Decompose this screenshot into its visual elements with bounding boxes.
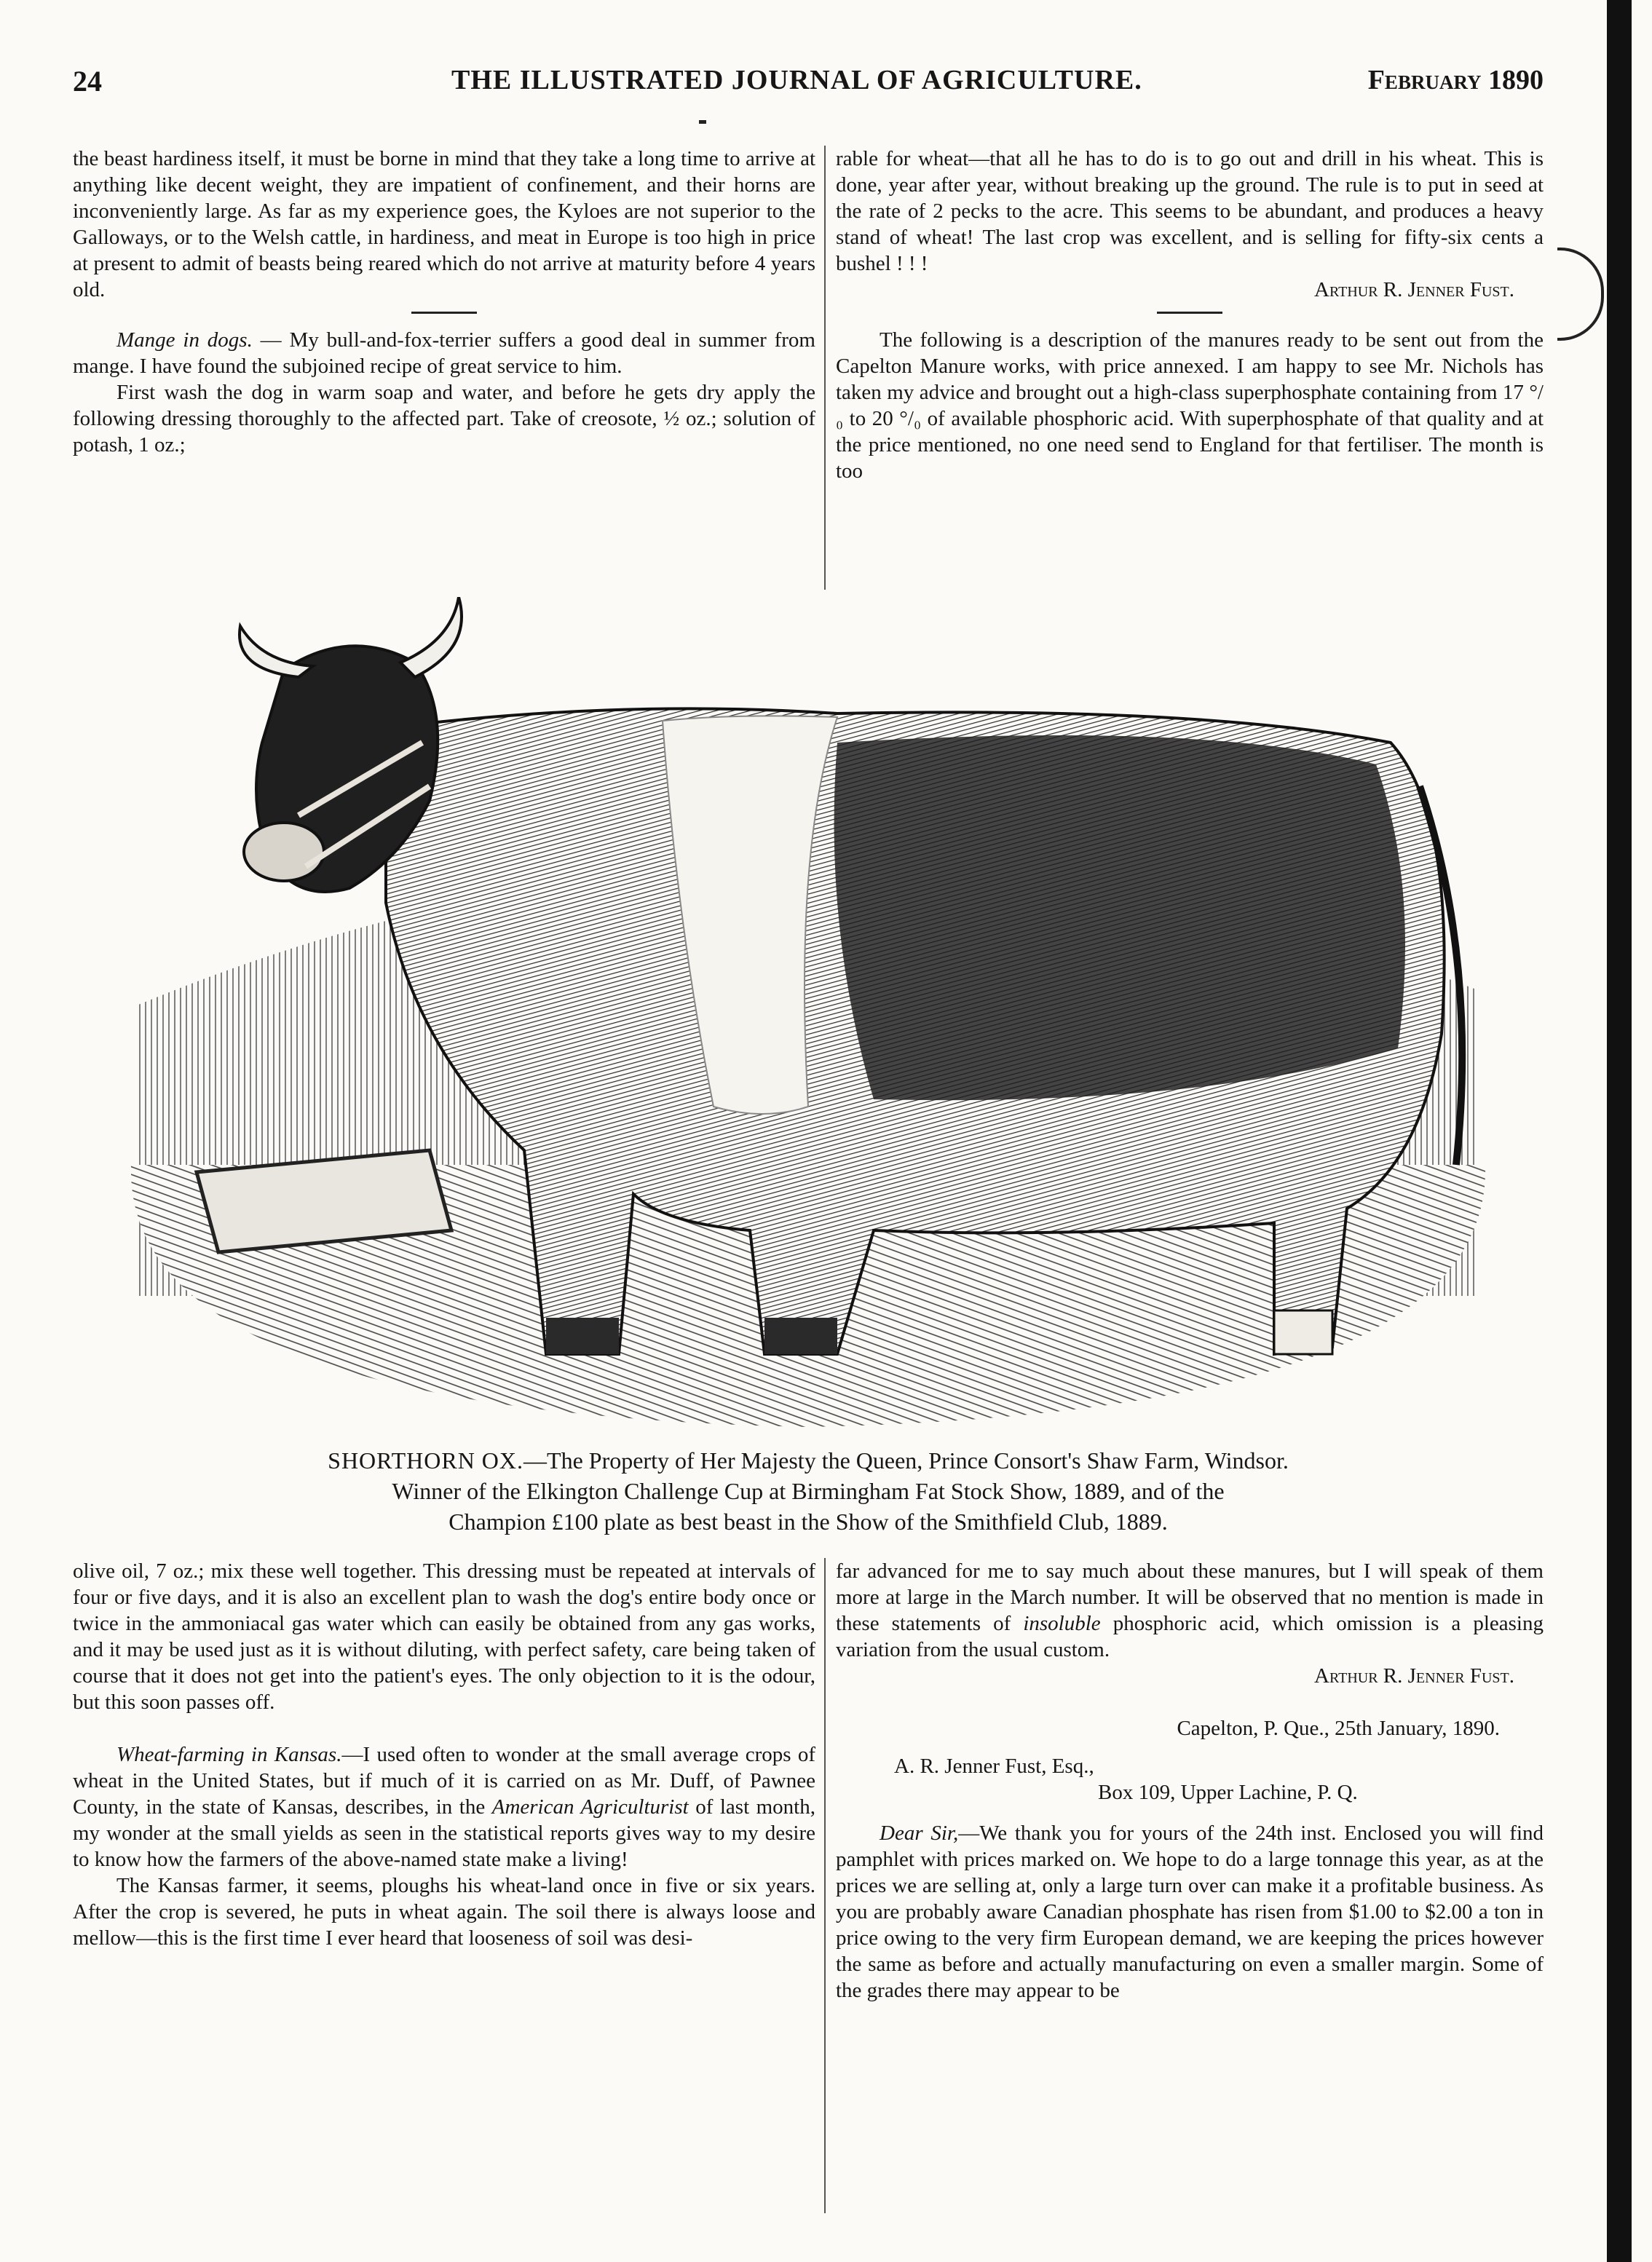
address-line-2: Box 109, Upper Lachine, P. Q. <box>1098 1781 1358 1804</box>
ox-hoof <box>1274 1310 1332 1354</box>
paragraph: Wheat-farming in Kansas.—I used often to wonder at the small average crops of wheat in the United States, but if much of it is carried on as Mr. Duff, of Pawnee County, in the state of Kansas, describes, in the American Agriculturist of last month, my wonder at the small yields as seen in the statistical reports gives way to my desire to know how the farmers of the above-named state make a living! <box>73 1743 815 1871</box>
paragraph: The Kansas farmer, it seems, ploughs his wheat-land once in five or six years. After the crop is severed, he puts in wheat again. The soil there is always loose and mellow—this is the first time I ever heard that looseness of soil was desi- <box>73 1874 815 1950</box>
caption-line-2: Winner of the Elkington Challenge Cup at Birmingham Fat Stock Show, 1889, and of the <box>392 1478 1225 1504</box>
ox-horn-right <box>400 597 462 677</box>
ox-muzzle <box>244 823 324 881</box>
issue-date: February 1890 <box>1367 65 1544 95</box>
paragraph: olive oil, 7 oz.; mix these well together. This dressing must be repeated at intervals of four or five days, and it is also an excellent plan to wash the dog's entire body once or twice in the ammoniacal gas water which can easily be obtained from any gas works, and it may be used just as it is without diluting, with perfect safety, care being taken of course that it does not get into the patient's eyes. The only objection to it is the odour, but this soon passes off. <box>73 1559 815 1714</box>
figure-caption <box>109 1445 1507 1537</box>
paragraph: The following is a description of the manures ready to be sent out from the Capelton Manure works, with price annexed. I am happy to see Mr. Nichols has taken my advice and brought out a high-class superphosphate containing from 17 °/₀ to 20 °/₀ of available phosphoric acid. With superphosphate of that quality and at the price mentioned, no one need send to England for that fertiliser. The month is too <box>836 328 1544 483</box>
page-edge-bar <box>1607 0 1632 2262</box>
paragraph: Mange in dogs. — My bull-and-fox-terrier suffers a good deal in summer from mange. I have found the subjoined recipe of great service to him. <box>73 328 815 378</box>
column-divider <box>824 146 826 590</box>
column-top-left <box>73 146 815 458</box>
caption-line-1: SHORTHORN OX.—The Property of Her Majesty the Queen, Prince Consort's Shaw Farm, Windsor. <box>328 1447 1289 1474</box>
paragraph: the beast hardiness itself, it must be borne in mind that they take a long time to arrive at anything like decent weight, they are impatient of confinement, and their horns are inconveniently large. As far as my experience goes, the Kyloes are not superior to the Galloways, or to the Welsh cattle, in hardiness, and meat in Europe is too high in price at present to admit of beasts being reared which do not arrive at maturity before 4 years old. <box>73 147 815 301</box>
column-top-right <box>836 146 1544 484</box>
shorthorn-ox-engraving <box>109 597 1507 1442</box>
caption-line-3: Champion £100 plate as best beast in the Show of the Smithfield Club, 1889. <box>448 1508 1168 1535</box>
journal-title: THE ILLUSTRATED JOURNAL OF AGRICULTURE. <box>451 65 1142 95</box>
ox-hoof <box>764 1318 837 1354</box>
column-divider <box>824 1558 826 2213</box>
signature: Arthur R. Jenner Fust. <box>1314 1664 1514 1688</box>
page-number: 24 <box>73 65 102 98</box>
signature: Arthur R. Jenner Fust. <box>1314 278 1514 301</box>
page-edge-mark <box>1557 248 1604 341</box>
section-rule <box>411 312 477 314</box>
address-line-1: A. R. Jenner Fust, Esq., <box>894 1755 1094 1778</box>
section-title: Mange in dogs. <box>116 328 253 352</box>
paragraph: rable for wheat—that all he has to do is to go out and drill in his wheat. This is done, year after year, without breaking up the ground. The rule is to put in seed at the rate of 2 pecks to the acre. This seems to be abundant, and produces a heavy stand of wheat! The last crop was excellent, and is selling for fifty-six cents a bushel ! ! ! <box>836 147 1544 275</box>
ox-horn-left <box>240 626 313 677</box>
ox-hoof <box>546 1318 619 1354</box>
column-bottom-right <box>836 1558 1544 2004</box>
salutation: Dear Sir, <box>880 1822 959 1845</box>
ox-flank <box>834 735 1405 1100</box>
page-header <box>73 64 1544 108</box>
paragraph: First wash the dog in warm soap and water, and before he gets dry apply the following dressing thoroughly to the affected part. Take of creosote, ½ oz.; solution of potash, 1 oz.; <box>73 381 815 456</box>
column-bottom-left <box>73 1558 815 1951</box>
dateline: Capelton, P. Que., 25th January, 1890. <box>1177 1717 1500 1740</box>
section-title: Wheat-farming in Kansas. <box>116 1743 342 1766</box>
header-rule <box>699 120 706 124</box>
paragraph: far advanced for me to say much about these manures, but I will speak of them more at large in the March number. It will be observed that no mention is made in these statements of insoluble phosphoric acid, which omission is a pleasing variation from the usual custom. <box>836 1559 1544 1661</box>
paragraph: Dear Sir,—We thank you for yours of the 24th inst. Enclosed you will find pamphlet with prices marked on. We hope to do a large tonnage this year, as at the prices we are selling at, only a large turn over can make it a profitable business. As you are probably aware Canadian phosphate has risen from $1.00 to $2.00 a ton in price owing to the very firm European demand, we are keeping the prices however the same as before and actually manufacturing on even a smaller margin. Some of the grades there may appear to be <box>836 1822 1544 2002</box>
section-rule <box>1157 312 1222 314</box>
ox-illustration <box>109 597 1507 1442</box>
